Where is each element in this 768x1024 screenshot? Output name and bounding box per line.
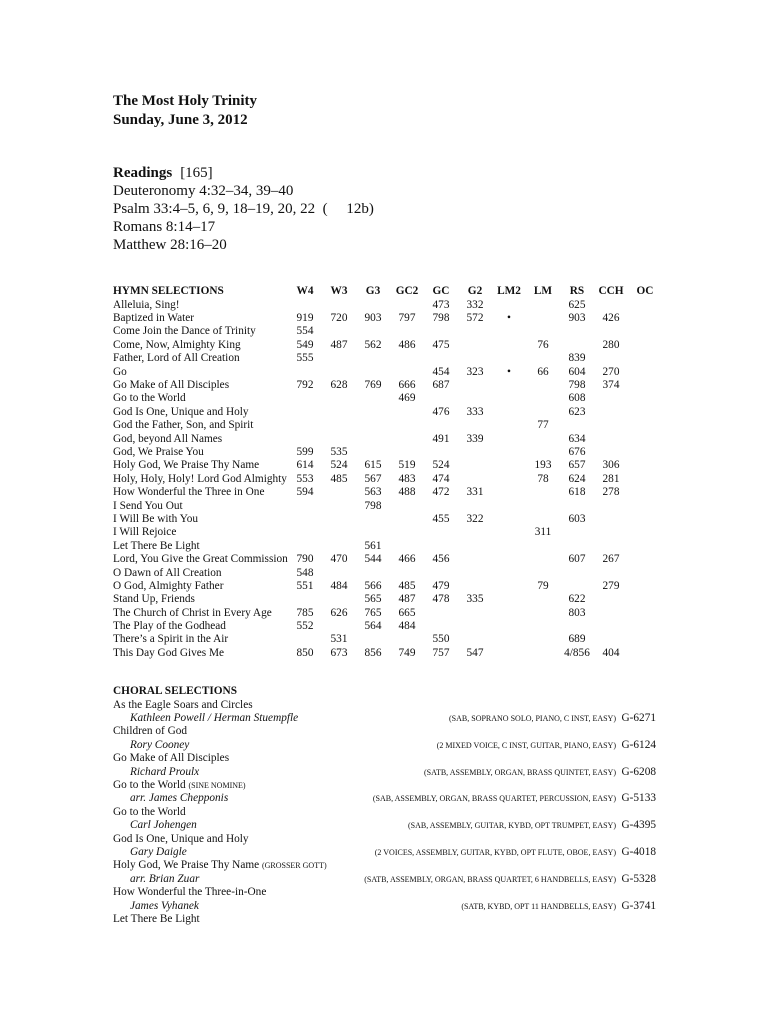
hymn-number-w4: 785 [296,606,314,619]
hymn-title: Go to the World [113,392,186,405]
hymn-number-lm: 66 [537,365,549,378]
hymn-title: O Dawn of All Creation [113,566,222,579]
hymn-selections-table [113,285,662,660]
column-header-w4: W4 [296,285,314,298]
hymn-number-rs: 607 [568,553,586,566]
hymn-number-g2: 333 [466,405,484,418]
hymn-number-lm2: • [507,312,511,325]
hymn-number-g2: 331 [466,486,484,499]
hymn-number-gc: 455 [432,512,450,525]
hymn-number-cch: 426 [602,312,620,325]
hymn-title: Come Join the Dance of Trinity [113,325,256,338]
choral-items [113,699,656,927]
choral-edition-number: G-3741 [621,899,656,912]
choral-edition-number: G-5328 [621,872,656,885]
hymn-number-gc2: 488 [398,486,416,499]
reading-second: Romans 8:14–17 [113,218,216,235]
choral-voicing: (SATB, ASSEMBLY, ORGAN, BRASS QUINTET, EASY) [423,765,616,778]
hymn-number-w4: 554 [296,325,314,338]
hymn-title: I Will Rejoice [113,526,177,539]
hymn-number-cch: 306 [602,459,620,472]
hymn-number-gc2: 469 [398,392,416,405]
choral-title-line [113,859,656,872]
choral-credit-line [113,792,656,805]
choral-voicing: (SATB, KYBD, OPT 11 HANDBELLS, EASY) [461,899,616,912]
hymn-title: Holy God, We Praise Thy Name [113,459,260,472]
hymn-number-gc: 456 [432,553,450,566]
hymn-number-rs: 4/856 [564,646,590,659]
hymn-row [113,567,662,580]
hymn-number-w3: 535 [330,445,348,458]
column-header-rs: RS [569,285,585,298]
hymn-selections-heading: HYMN SELECTIONS [113,285,224,298]
choral-credit-line [113,739,656,752]
choral-title: Holy God, We Praise Thy Name [113,859,260,872]
choral-composer: Kathleen Powell / Herman Stuempfle [130,712,299,725]
hymn-number-w3: 484 [330,579,348,592]
hymn-number-rs: 634 [568,432,586,445]
column-header-cch: CCH [598,285,624,298]
choral-title: Let There Be Light [113,912,200,925]
hymn-number-g2: 323 [466,365,484,378]
hymn-number-cch: 281 [602,472,620,485]
column-header-oc: OC [636,285,654,298]
hymn-row [113,553,662,566]
column-header-gc2: GC2 [395,285,419,298]
choral-credit-line [113,819,656,832]
hymn-number-gc: 687 [432,379,450,392]
hymn-number-cch: 280 [602,338,620,351]
choral-credit-line [113,873,656,886]
choral-selections [113,685,656,926]
choral-title: Children of God [113,725,188,738]
hymn-title: There’s a Spirit in the Air [113,633,229,646]
hymn-number-g3: 564 [364,620,382,633]
choral-composer: James Vyhanek [130,899,199,912]
hymn-number-gc2: 797 [398,312,416,325]
hymn-number-lm: 193 [534,459,552,472]
hymn-number-gc2: 484 [398,620,416,633]
readings-heading-line [113,165,374,182]
hymn-number-cch: 278 [602,486,620,499]
hymn-number-rs: 689 [568,633,586,646]
hymn-number-w3: 470 [330,553,348,566]
choral-composer: Carl Johengen [130,819,197,832]
choral-title: As the Eagle Soars and Circles [113,698,253,711]
choral-title-line [113,725,656,738]
choral-edition-number: G-6208 [621,765,656,778]
hymn-number-g3: 856 [364,646,382,659]
column-header-w3: W3 [330,285,348,298]
choral-voicing: (SATB, ASSEMBLY, ORGAN, BRASS QUARTET, 6 HANDBELLS, EASY) [364,872,616,885]
hymn-title: The Play of the Godhead [113,620,226,633]
page-heading [113,92,257,130]
hymn-title: God, beyond All Names [113,432,223,445]
hymn-number-rs: 839 [568,352,586,365]
choral-title: How Wonderful the Three-in-One [113,886,267,899]
hymn-number-w4: 792 [296,379,314,392]
hymn-number-gc: 524 [432,459,450,472]
hymn-number-g2: 332 [466,298,484,311]
choral-title: God Is One, Unique and Holy [113,832,249,845]
hymn-row [113,352,662,365]
choral-credit-line [113,712,656,725]
hymn-number-rs: 624 [568,472,586,485]
choral-voicing: (2 MIXED VOICE, C INST, GUITAR, PIANO, EASY) [436,738,616,751]
readings-number: [165] [180,164,213,181]
choral-voicing: (2 VOICES, ASSEMBLY, GUITAR, KYBD, OPT FLUTE, OBOE, EASY) [374,845,616,858]
column-header-lm: LM [533,285,553,298]
choral-title-line [113,779,656,792]
hymn-title: Go [113,365,127,378]
reading-gospel: Matthew 28:16–20 [113,236,227,253]
hymn-row [113,633,662,646]
choral-title: Go Make of All Disciples [113,752,230,765]
hymn-row [113,607,662,620]
hymn-title: I Send You Out [113,499,183,512]
hymn-number-gc: 476 [432,405,450,418]
choral-composer: Gary Daigle [130,845,187,858]
hymn-number-w4: 553 [296,472,314,485]
hymn-number-lm: 79 [537,579,549,592]
choral-composer: arr. Brian Zuar [130,872,200,885]
hymn-title: Go Make of All Disciples [113,379,230,392]
hymn-number-g3: 615 [364,459,382,472]
column-header-gc: GC [432,285,450,298]
hymn-row [113,580,662,593]
hymn-number-w4: 555 [296,352,314,365]
hymn-number-w3: 720 [330,312,348,325]
hymn-number-gc: 798 [432,312,450,325]
choral-edition-number: G-6124 [621,738,656,751]
hymn-number-gc2: 665 [398,606,416,619]
choral-title: Go to the World [113,779,186,792]
reading-psalm: Psalm 33:4–5, 6, 9, 18–19, 20, 22 ( 12b) [113,200,374,217]
hymn-row [113,446,662,459]
hymn-number-cch: 270 [602,365,620,378]
hymn-table-header [113,285,662,298]
hymn-number-gc2: 485 [398,579,416,592]
hymn-number-w4: 790 [296,553,314,566]
hymn-number-gc: 474 [432,472,450,485]
hymn-number-g3: 563 [364,486,382,499]
hymn-number-g3: 903 [364,312,382,325]
choral-composer: arr. James Chepponis [130,792,229,805]
hymn-number-w3: 485 [330,472,348,485]
hymn-title: The Church of Christ in Every Age [113,606,272,619]
column-header-lm2: LM2 [497,285,521,298]
reading-first: Deuteronomy 4:32–34, 39–40 [113,182,294,199]
hymn-number-g3: 565 [364,593,382,606]
hymn-number-rs: 604 [568,365,586,378]
hymn-title: I Will Be with You [113,512,199,525]
hymn-number-gc: 478 [432,593,450,606]
hymn-title: How Wonderful the Three in One [113,486,265,499]
hymn-number-gc2: 487 [398,593,416,606]
hymn-number-lm2: • [507,365,511,378]
hymn-number-lm: 76 [537,338,549,351]
hymn-number-rs: 603 [568,512,586,525]
hymn-number-g2: 572 [466,312,484,325]
hymn-number-w3: 524 [330,459,348,472]
hymn-number-cch: 374 [602,379,620,392]
hymn-number-cch: 279 [602,579,620,592]
choral-tune-name: (GROSSER GOTT) [261,859,327,872]
hymn-row [113,486,662,499]
hymn-number-g3: 562 [364,338,382,351]
hymn-number-cch: 267 [602,553,620,566]
hymn-row [113,473,662,486]
hymn-number-g2: 335 [466,593,484,606]
column-header-g3: G3 [365,285,381,298]
hymn-number-g3: 566 [364,579,382,592]
choral-title-line [113,806,656,819]
column-header-g2: G2 [467,285,483,298]
hymn-number-rs: 798 [568,379,586,392]
hymn-title: This Day God Gives Me [113,646,225,659]
hymn-title: God, We Praise You [113,445,204,458]
hymn-number-w3: 487 [330,338,348,351]
hymn-number-g2: 547 [466,646,484,659]
hymn-number-g3: 769 [364,379,382,392]
hymn-number-w4: 850 [296,646,314,659]
hymn-number-g3: 561 [364,539,382,552]
choral-title: Go to the World [113,805,186,818]
hymn-row [113,325,662,338]
hymn-row [113,540,662,553]
hymn-title: Father, Lord of All Creation [113,352,240,365]
hymn-row [113,419,662,432]
hymn-number-gc: 473 [432,298,450,311]
hymn-number-g3: 798 [364,499,382,512]
hymn-number-rs: 625 [568,298,586,311]
choral-voicing: (SAB, ASSEMBLY, ORGAN, BRASS QUARTET, PERCUSSION, EASY) [372,792,616,805]
hymn-row [113,526,662,539]
hymn-number-rs: 618 [568,486,586,499]
hymn-number-lm: 77 [537,419,549,432]
hymn-number-gc: 472 [432,486,450,499]
hymn-number-w4: 548 [296,566,314,579]
hymn-number-w4: 919 [296,312,314,325]
hymn-number-rs: 622 [568,593,586,606]
hymn-row [113,513,662,526]
hymn-number-gc: 454 [432,365,450,378]
choral-title-line [113,699,656,712]
hymn-number-w4: 594 [296,486,314,499]
hymn-title: Baptized in Water [113,312,195,325]
hymn-number-cch: 404 [602,646,620,659]
hymn-row [113,339,662,352]
choral-credit-line [113,846,656,859]
hymn-number-gc2: 749 [398,646,416,659]
choral-voicing: (SAB, SOPRANO SOLO, PIANO, C INST, EASY) [449,712,616,725]
choral-selections-heading: CHORAL SELECTIONS [113,685,237,698]
hymn-row [113,620,662,633]
hymn-number-w4: 551 [296,579,314,592]
choral-composer: Rory Cooney [130,738,190,751]
choral-title-line [113,886,656,899]
choral-voicing: (SAB, ASSEMBLY, GUITAR, KYBD, OPT TRUMPET, EASY) [408,819,616,832]
page-title: The Most Holy Trinity [113,93,258,109]
hymn-row [113,647,662,660]
choral-edition-number: G-4395 [621,819,656,832]
readings-heading: Readings [113,164,173,181]
hymn-number-w3: 531 [330,633,348,646]
hymn-number-gc: 757 [432,646,450,659]
hymn-number-w4: 552 [296,620,314,633]
hymn-number-g2: 339 [466,432,484,445]
hymn-number-g3: 765 [364,606,382,619]
hymn-title: Come, Now, Almighty King [113,338,241,351]
hymn-title: Lord, You Give the Great Commission [113,553,288,566]
page-date: Sunday, June 3, 2012 [113,112,248,128]
choral-credit-line [113,900,656,913]
hymn-row [113,593,662,606]
hymn-number-g3: 567 [364,472,382,485]
choral-edition-number: G-4018 [621,845,656,858]
hymn-row [113,379,662,392]
hymn-title: Holy, Holy, Holy! Lord God Almighty [113,472,287,485]
hymn-number-w4: 549 [296,338,314,351]
hymn-number-w3: 626 [330,606,348,619]
hymn-number-gc2: 519 [398,459,416,472]
hymn-number-w4: 599 [296,445,314,458]
readings-section [113,165,374,254]
hymn-number-rs: 657 [568,459,586,472]
hymn-row [113,459,662,472]
hymn-row [113,500,662,513]
hymn-number-gc: 550 [432,633,450,646]
hymn-title: God Is One, Unique and Holy [113,405,249,418]
hymn-row [113,312,662,325]
hymn-rows [113,299,662,661]
hymn-number-w4: 614 [296,459,314,472]
hymn-row [113,392,662,405]
hymn-number-rs: 608 [568,392,586,405]
hymn-row [113,433,662,446]
hymn-row [113,366,662,379]
hymn-number-gc: 479 [432,579,450,592]
hymn-number-rs: 803 [568,606,586,619]
hymn-number-gc: 475 [432,338,450,351]
hymn-title: Alleluia, Sing! [113,298,180,311]
choral-edition-number: G-6271 [621,712,656,725]
hymn-number-g3: 544 [364,553,382,566]
hymn-number-gc2: 466 [398,553,416,566]
hymn-title: Stand Up, Friends [113,593,195,606]
choral-title-line [113,752,656,765]
hymn-number-g2: 322 [466,512,484,525]
hymn-title: Let There Be Light [113,539,200,552]
hymn-row [113,299,662,312]
hymn-number-gc2: 666 [398,379,416,392]
hymn-number-w3: 628 [330,379,348,392]
hymn-title: O God, Almighty Father [113,579,224,592]
hymn-title: God the Father, Son, and Spirit [113,419,254,432]
choral-title-line [113,833,656,846]
choral-edition-number: G-5133 [621,792,656,805]
choral-credit-line [113,766,656,779]
hymn-number-lm: 78 [537,472,549,485]
hymn-number-gc2: 483 [398,472,416,485]
choral-tune-name: (SINE NOMINE) [188,779,246,792]
hymn-number-gc2: 486 [398,338,416,351]
hymn-number-rs: 676 [568,445,586,458]
hymn-number-gc: 491 [432,432,450,445]
choral-title-line [113,913,656,926]
choral-composer: Richard Proulx [130,765,200,778]
hymn-number-w3: 673 [330,646,348,659]
hymn-number-rs: 623 [568,405,586,418]
hymn-number-rs: 903 [568,312,586,325]
hymn-number-lm: 311 [534,526,552,539]
hymn-row [113,406,662,419]
